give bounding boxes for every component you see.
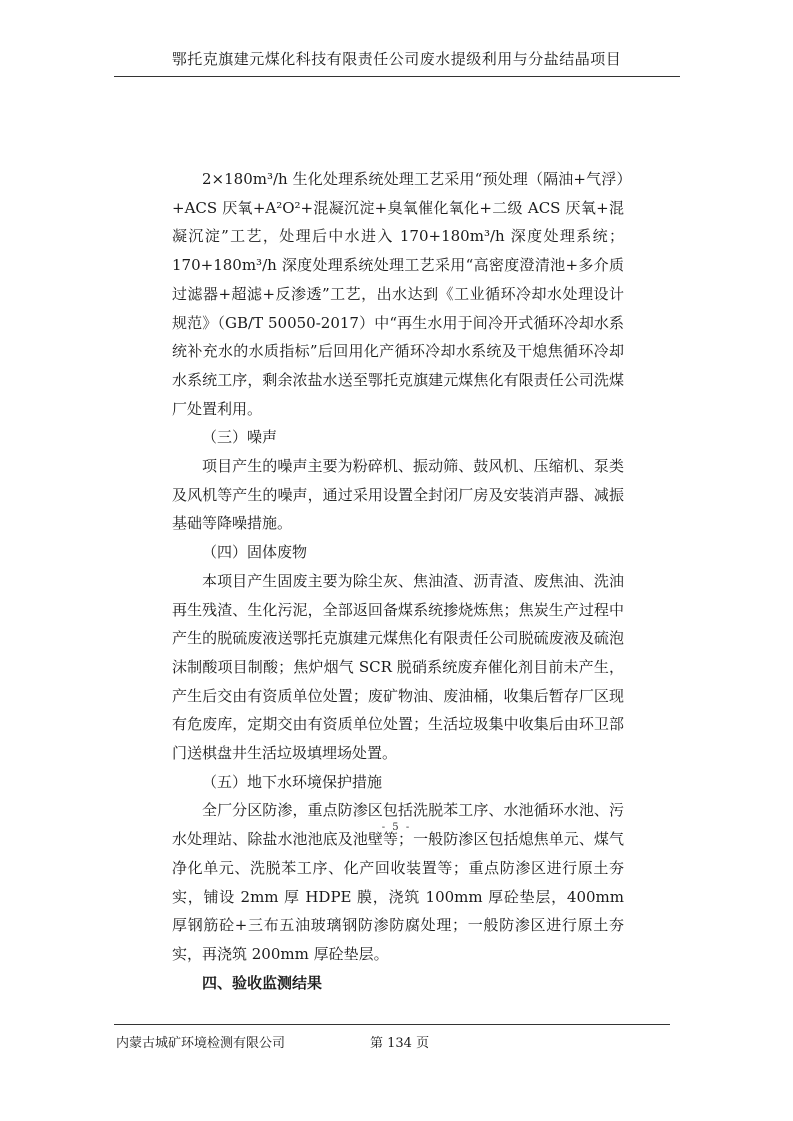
header-divider <box>114 76 680 77</box>
paragraph-water-treatment-process: 2×180m³/h 生化处理系统处理工艺采用“预处理（隔油+气浮）+ACS 厌氧+A²O²+混凝沉淀+臭氧催化氧化+二级 ACS 厌氧+混凝沉淀”工艺，处理后中水进入 170+180m³/h 深度处理系统；170+180m³/h 深度处理系统处理工艺采用“高密度澄清池+多介质过滤器+超滤+反渗透”工艺，出水达到《工业循环冷却水处理设计规范》（GB/T 50050-2017）中“再生水用于间冷开式循环冷却水系统补充水的水质指标”后回用化产循环冷却水系统及干熄焦循环冷却水系统工序，剩余浓盐水送至鄂托克旗建元煤焦化有限责任公司洗煤厂处置利用。 <box>172 170 624 418</box>
section-heading-monitoring-results: 四、验收监测结果 <box>202 973 323 992</box>
document-body <box>172 165 624 997</box>
inner-page-number: - 5 - <box>381 822 412 833</box>
footer-company-name: 内蒙古城矿环境检测有限公司 <box>116 1036 286 1051</box>
section-heading-noise: （三）噪声 <box>202 428 278 447</box>
paragraph-solid-waste: 本项目产生固废主要为除尘灰、焦油渣、沥青渣、废焦油、洗油再生残渣、生化污泥，全部返回备煤系统掺烧炼焦；焦炭生产过程中产生的脱硫废液送鄂托克旗建元煤焦化有限责任公司脱硫废液及硫泡沫制酸项目制酸；焦炉烟气 SCR 脱硝系统废弃催化剂目前未产生，产生后交由有资质单位处置；废矿物油、废油桶，收集后暂存厂区现有危废库，定期交由有资质单位处置；生活垃圾集中收集后由环卫部门送棋盘井生活垃圾填埋场处置。 <box>172 571 624 763</box>
footer-page-label: 第 134 页 <box>370 1036 430 1051</box>
section-heading-solid-waste: （四）固体废物 <box>202 543 308 562</box>
paragraph-groundwater: 全厂分区防渗，重点防渗区包括洗脱苯工序、水池循环水池、污水处理站、除盐水池池底及池壁等；一般防渗区包括熄焦单元、煤气净化单元、洗脱苯工序、化产回收装置等；重点防渗区进行原土夯实，铺设 2mm 厚 HDPE 膜，浇筑 100mm 厚砼垫层，400mm 厚钢筋砼+三布五油玻璃钢防渗防腐处理；一般防渗区进行原土夯实，再浇筑 200mm 厚砼垫层。 <box>172 801 624 963</box>
page-header-title: 鄂托克旗建元煤化科技有限责任公司废水提级利用与分盐结晶项目 <box>171 50 622 68</box>
footer-divider <box>114 1024 670 1025</box>
section-heading-groundwater: （五）地下水环境保护措施 <box>202 772 383 791</box>
paragraph-noise: 项目产生的噪声主要为粉碎机、振动筛、鼓风机、压缩机、泵类及风机等产生的噪声，通过采用设置全封闭厂房及安装消声器、减振基础等降噪措施。 <box>172 457 624 533</box>
